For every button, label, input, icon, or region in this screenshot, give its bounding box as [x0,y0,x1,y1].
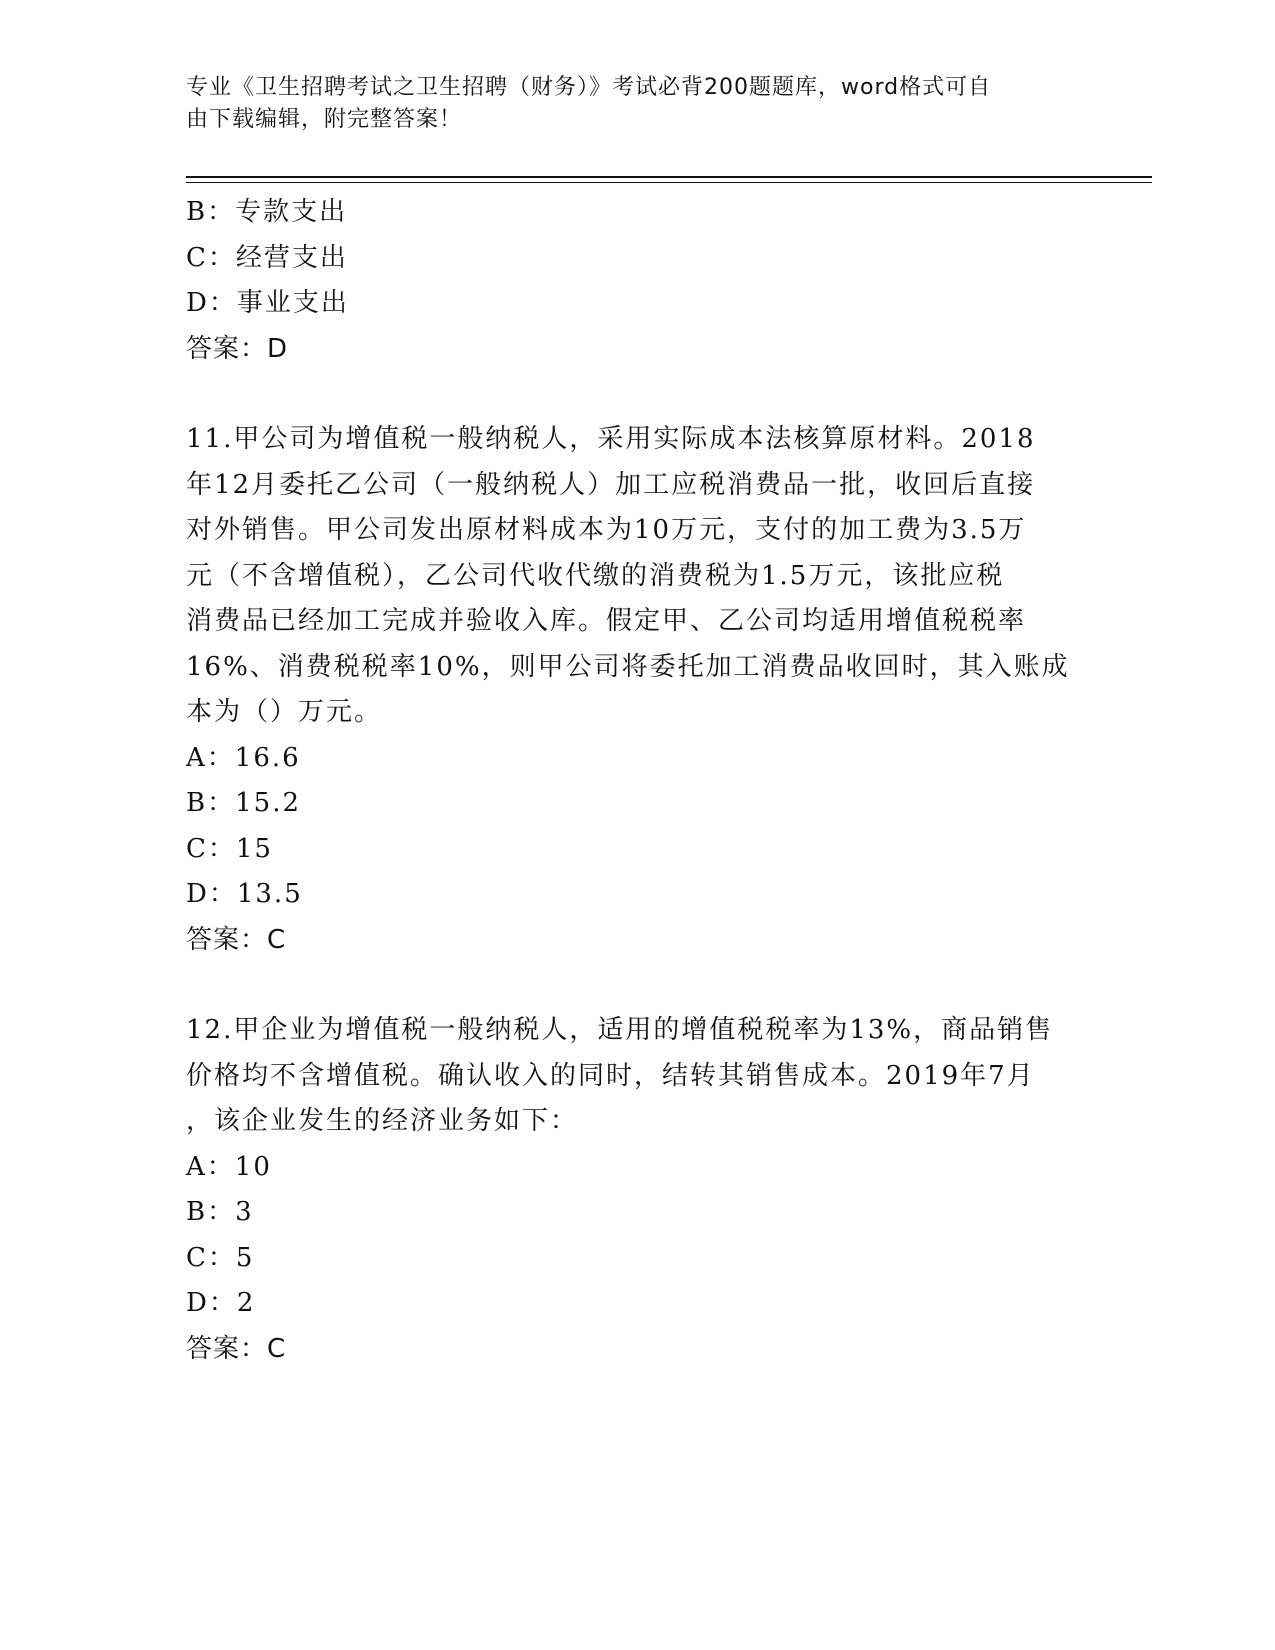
header-line-2: 由下载编辑，附完整答案！ [186,107,463,132]
header-divider-thick [186,176,1152,178]
q11-option-d: D：13.5 [186,879,303,909]
q10-option-c: C：经营支出 [186,242,348,273]
q11-answer: 答案：C [186,924,287,955]
spacer [186,372,1066,417]
q11-stem-line: 16%、消费税税率10%，则甲公司将委托加工消费品收回时，其入账成 [186,651,1070,682]
spacer [186,963,1066,1008]
q10-option-d: D：事业支出 [186,288,349,318]
q11-stem [186,417,1070,736]
q11-stem-line: 年12月委托乙公司（一般纳税人）加工应税消费品一批，收回后直接 [186,469,1036,500]
q12-stem [186,1008,1066,1145]
q11-stem-line: 对外销售。甲公司发出原材料成本为10万元，支付的加工费为3.5万 [186,515,1027,545]
q11-stem-line: 元（不含增值税），乙公司代收代缴的消费税为1.5万元，该批应税 [186,560,1005,591]
q11-option-c: C：15 [186,833,273,864]
document-header [186,72,1066,136]
q12-stem-line: 价格均不含增值税。确认收入的同时，结转其销售成本。2019年7月 [186,1060,1035,1091]
q11-option-b: B：15.2 [186,788,301,818]
q11-option-a: A：16.6 [186,742,301,773]
question-12 [186,1008,1066,1372]
question-11 [186,417,1070,963]
q12-option-d: D：2 [186,1288,256,1318]
question-10 [186,190,1066,372]
q12-option-a: A：10 [186,1151,272,1182]
q12-stem-line: ，该企业发生的经济业务如下： [186,1106,579,1136]
q12-option-c: C：5 [186,1242,255,1273]
q12-answer: 答案：C [186,1333,287,1364]
q10-option-b: B：专款支出 [186,197,348,227]
q11-stem-line: 消费品已经加工完成并验收入库。假定甲、乙公司均适用增值税税率 [186,606,1027,636]
header-line-1: 专业《卫生招聘考试之卫生招聘（财务）》考试必背200题题库，word格式可自 [186,75,992,100]
q11-stem-line: 11.甲公司为增值税一般纳税人，采用实际成本法核算原材料。2018 [186,424,1036,454]
header-divider-thin [186,182,1152,183]
q11-stem-line: 本为（）万元。 [186,697,383,727]
q12-option-b: B：3 [186,1197,254,1227]
q12-stem-line: 12.甲企业为增值税一般纳税人，适用的增值税税率为13%，商品销售 [186,1015,1054,1045]
document-body [186,190,1070,1372]
q10-answer: 答案：D [186,333,289,364]
